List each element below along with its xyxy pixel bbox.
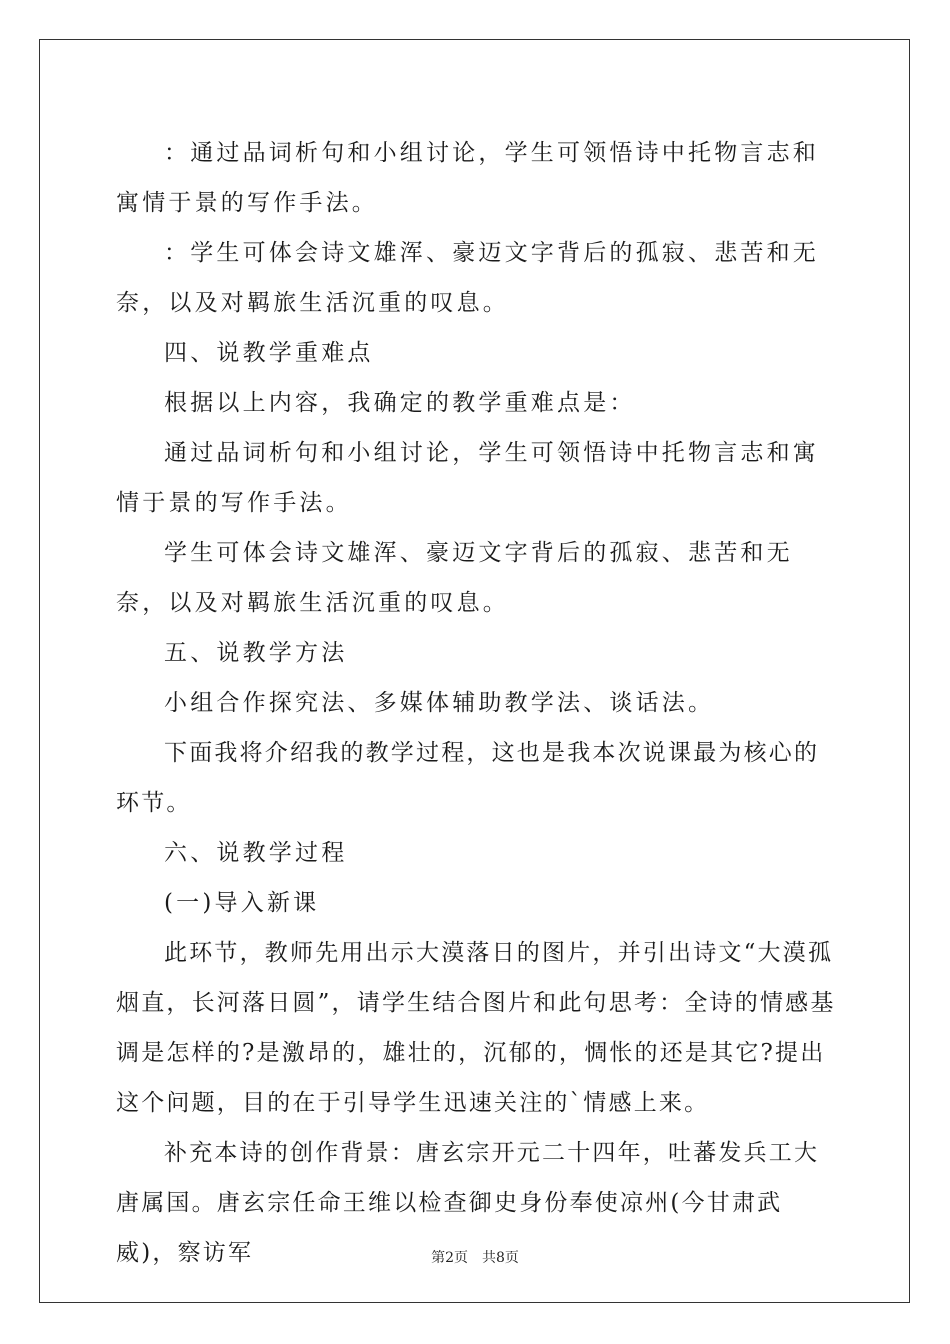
paragraph-transition: 下面我将介绍我的教学过程，这也是我本次说课最为核心的环节。	[116, 740, 820, 816]
section-heading-process: 六、说教学过程	[164, 840, 348, 866]
paragraph-methods: 小组合作探究法、多媒体辅助教学法、谈话法。	[164, 690, 715, 716]
section-heading-key-points: 四、说教学重难点	[164, 340, 374, 366]
paragraph-objective-method: ：通过品词析句和小组讨论，学生可领悟诗中托物言志和寓情于景的写作手法。	[116, 140, 819, 216]
paragraph-introduction: 此环节，教师先用出示大漠落日的图片，并引出诗文“大漠孤烟直，长河落日圆”，请学生结合图片和此句思考：全诗的情感基调是怎样的?是激昂的，雄壮的，沉郁的，惆怅的还是其它?提出这个问题，目的在于引导学生迅速关注的`情感上来。	[116, 940, 836, 1116]
page-number: 第2页 共8页	[431, 1250, 519, 1266]
paragraph-key-point-method: 通过品词析句和小组讨论，学生可领悟诗中托物言志和寓情于景的写作手法。	[116, 440, 819, 516]
paragraph-background: 补充本诗的创作背景：唐玄宗开元二十四年，吐蕃发兵工大唐属国。唐玄宗任命王维以检查御史身份奉使凉州(今甘肃武威)，察访军	[116, 1140, 820, 1266]
paragraph-key-point-emotion: 学生可体会诗文雄浑、豪迈文字背后的孤寂、悲苦和无奈，以及对羁旅生活沉重的叹息。	[116, 540, 793, 616]
subheading-introduction: (一)导入新课	[164, 890, 320, 916]
section-heading-methods: 五、说教学方法	[164, 640, 348, 666]
paragraph-key-points-intro: 根据以上内容，我确定的教学重难点是：	[164, 390, 636, 416]
document-body	[116, 128, 836, 1278]
paragraph-objective-emotion: ：学生可体会诗文雄浑、豪迈文字背后的孤寂、悲苦和无奈，以及对羁旅生活沉重的叹息。	[116, 240, 819, 316]
